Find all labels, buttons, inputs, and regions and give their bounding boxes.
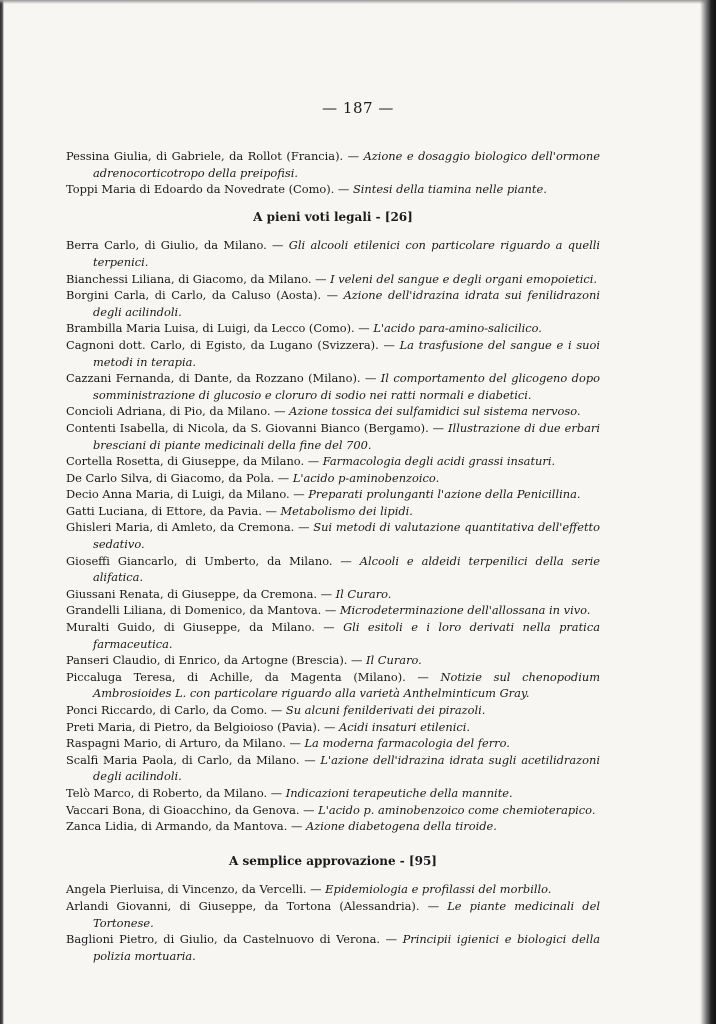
thesis-entry — [66, 237, 600, 270]
entry-author: Grandelli Liliana, di Domenico, da Mantova. — — [66, 603, 340, 618]
thesis-entry — [66, 503, 600, 520]
thesis-entry — [66, 619, 600, 652]
entry-thesis-title: Gli alcooli etilenici con particolare riguardo a quelli terpenici. — [93, 238, 600, 269]
scan-left-edge — [0, 0, 4, 1024]
thesis-entry — [66, 287, 600, 320]
entry-author: Cortella Rosetta, di Giuseppe, da Milano. — — [66, 454, 323, 469]
entry-thesis-title: Acidi insaturi etilenici. — [339, 719, 471, 734]
thesis-entry — [66, 553, 600, 586]
entry-thesis-title: Le piante medicinali del Tortonese. — [93, 898, 600, 930]
entry-thesis-title: Farmacologia degli acidi grassi insaturi. — [322, 454, 556, 469]
entry-author: Cagnoni dott. Carlo, di Egisto, da Lugano (Svizzera). — — [66, 337, 400, 352]
entry-author: Borgini Carla, di Carlo, da Caluso (Aosta). — — [66, 288, 344, 303]
grade-section — [66, 853, 600, 965]
entry-thesis-title: Il comportamento del glicogeno dopo somministrazione di glucosio e cloruro di sodio nei ratti normali e diabetici. — [93, 371, 600, 402]
thesis-entry — [66, 320, 600, 337]
document-body — [66, 148, 600, 964]
entry-thesis-title: Microdeterminazione dell'allossana in vivo. — [339, 603, 591, 618]
thesis-entry — [66, 519, 600, 552]
entry-author: Giussani Renata, di Giuseppe, da Cremona. — — [66, 586, 336, 601]
entry-author: Baglioni Pietro, di Giulio, da Castelnuovo di Verona. — — [66, 932, 403, 947]
entry-thesis-title: La trasfusione del sangue e i suoi metodi in terapia. — [93, 337, 601, 369]
entry-thesis-title: L'acido p-aminobenzoico. — [292, 470, 440, 485]
entry-thesis-title: Metabolismo dei lipidi. — [280, 503, 413, 518]
thesis-entry — [66, 486, 600, 503]
page-number: — 187 — — [322, 99, 394, 117]
entry-author: Ponci Riccardo, di Carlo, da Como. — — [66, 703, 286, 717]
entry-thesis-title: Notizie sul chenopodium Ambrosioides L. con particolare riguardo alla varietà Anthelminticum Gray. — [93, 669, 600, 701]
thesis-entry — [66, 881, 600, 898]
entry-author: Brambilla Maria Luisa, di Luigi, da Lecco (Como). — — [66, 321, 374, 336]
thesis-entry — [66, 898, 600, 931]
entry-thesis-title: Azione diabetogena della tiroide. — [305, 819, 497, 834]
thesis-entry — [66, 337, 600, 370]
entry-thesis-title: Su alcuni fenilderivati dei pirazoli. — [285, 703, 486, 717]
entry-author: Panseri Claudio, di Enrico, da Artogne (Brescia). — — [66, 653, 367, 668]
entry-author: Decio Anna Maria, di Luigi, da Milano. — — [66, 487, 309, 502]
intro-list — [66, 148, 600, 198]
thesis-entry — [66, 702, 600, 719]
thesis-entry — [66, 453, 600, 470]
grade-section — [66, 209, 600, 835]
thesis-entry — [66, 719, 600, 736]
entry-author: Piccaluga Teresa, di Achille, da Magenta (Milano). — — [66, 669, 441, 684]
section-title: A pieni voti legali - [26] — [253, 209, 413, 224]
entry-thesis-title: Epidemiologia e profilassi del morbillo. — [325, 882, 552, 897]
entry-author: Preti Maria, di Pietro, da Belgioioso (Pavia). — — [66, 719, 340, 734]
thesis-entry — [66, 420, 600, 453]
entry-author: Gioseffi Giancarlo, di Umberto, da Milano. — — [66, 553, 360, 568]
entry-author: Gatti Luciana, di Ettore, da Pavia. — — [66, 503, 281, 518]
thesis-entry — [66, 181, 600, 198]
thesis-entry — [66, 148, 600, 181]
entry-thesis-title: Azione tossica dei sulfamidici sul sistema nervoso. — [289, 404, 581, 419]
section-title: A semplice approvazione - [95] — [229, 853, 437, 868]
thesis-entry — [66, 931, 600, 964]
thesis-entry — [66, 752, 600, 785]
entry-author: Contenti Isabella, di Nicola, da S. Giovanni Bianco (Bergamo). — — [66, 420, 449, 435]
entry-author: Arlandi Giovanni, di Giuseppe, da Tortona (Alessandria). — — [66, 898, 448, 913]
thesis-entry — [66, 802, 600, 819]
entry-thesis-title: Gli esitoli e i loro derivati nella pratica farmaceutica. — [93, 620, 600, 651]
entry-thesis-title: Illustrazione di due erbari bresciani di piante medicinali della fine del 700. — [93, 420, 600, 452]
entry-thesis-title: La moderna farmacologia del ferro. — [304, 736, 510, 751]
entry-thesis-title: Alcooli e aldeidi terpenilici della serie alifatica. — [93, 553, 600, 585]
entry-thesis-title: Principii igienici e biologici della polizia mortuaria. — [93, 932, 600, 963]
entry-thesis-title: L'azione dell'idrazina idrata sugli acetilidrazoni degli acilindoli. — [93, 752, 600, 784]
entry-thesis-title: Azione e dosaggio biologico dell'ormone adrenocorticotropo della preipofisi. — [93, 149, 600, 180]
entry-thesis-title: L'acido para-amino-salicilico. — [373, 321, 542, 336]
thesis-entry — [66, 370, 600, 403]
thesis-entry — [66, 818, 600, 835]
entry-thesis-title: I veleni del sangue e degli organi emopoietici. — [330, 271, 598, 286]
entry-thesis-title: Sui metodi di valutazione quantitativa dell'effetto sedativo. — [93, 520, 600, 552]
sections-container — [66, 209, 600, 965]
entry-thesis-title: Il Curaro. — [366, 653, 422, 668]
scan-right-edge — [700, 0, 716, 1024]
entry-author: Vaccari Bona, di Gioacchino, da Genova. — — [66, 802, 319, 817]
thesis-entry — [66, 403, 600, 420]
entry-thesis-title: L'acido p. aminobenzoico come chemioterapico. — [318, 802, 596, 817]
entry-thesis-title: Il Curaro. — [335, 586, 392, 601]
thesis-entry — [66, 470, 600, 487]
entry-author: Telò Marco, di Roberto, da Milano. — — [66, 785, 286, 800]
entry-author: Berra Carlo, di Giulio, da Milano. — — [66, 238, 289, 253]
thesis-entry — [66, 586, 600, 603]
entry-author: Bianchessi Liliana, di Giacomo, da Milano. — — [66, 271, 331, 286]
entry-author: Raspagni Mario, di Arturo, da Milano. — — [66, 736, 305, 751]
entry-author: Zanca Lidia, di Armando, da Mantova. — — [66, 819, 306, 834]
thesis-entry — [66, 669, 600, 702]
entry-author: De Carlo Silva, di Giacomo, da Pola. — — [66, 470, 293, 485]
entry-thesis-title: Indicazioni terapeutiche della mannite. — [285, 785, 513, 800]
entry-author: Pessina Giulia, di Gabriele, da Rollot (Francia). — — [66, 149, 364, 163]
entry-thesis-title: Azione dell'idrazina idrata sui fenilidrazoni degli acilindoli. — [93, 288, 600, 319]
entry-author: Concioli Adriana, di Pio, da Milano. — — [66, 404, 290, 419]
thesis-entry — [66, 652, 600, 669]
entry-author: Toppi Maria di Edoardo da Novedrate (Como). — — [66, 182, 353, 197]
entry-author: Scalfi Maria Paola, di Carlo, da Milano. — — [66, 752, 321, 767]
entry-author: Angela Pierluisa, di Vincenzo, da Vercelli. — — [66, 882, 326, 897]
entry-thesis-title: Sintesi della tiamina nelle piante. — [352, 182, 547, 197]
thesis-entry — [66, 785, 600, 802]
scan-top-edge — [0, 0, 716, 4]
entry-author: Ghisleri Maria, di Amleto, da Cremona. — — [66, 520, 314, 535]
thesis-entry — [66, 735, 600, 752]
entry-author: Cazzani Fernanda, di Dante, da Rozzano (Milano). — — [66, 371, 381, 386]
entry-author: Muralti Guido, di Giuseppe, da Milano. — — [66, 620, 344, 635]
entry-thesis-title: Preparati prolunganti l'azione della Penicillina. — [308, 487, 581, 502]
thesis-entry — [66, 602, 600, 619]
thesis-entry — [66, 271, 600, 288]
